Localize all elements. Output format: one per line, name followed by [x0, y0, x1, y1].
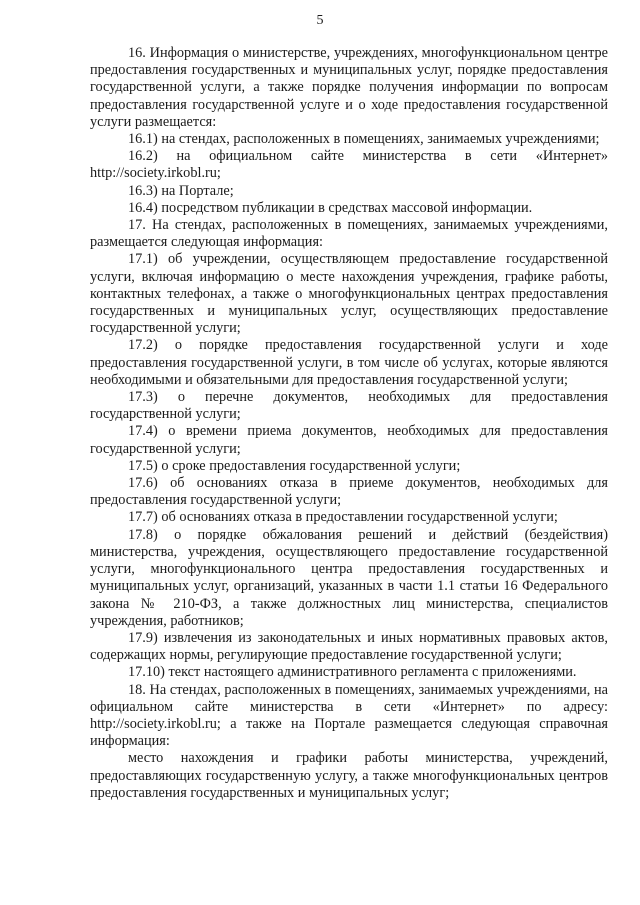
- document-body: [90, 45, 608, 802]
- paragraph-17-6: 17.6) об основаниях отказа в приеме документов, необходимых для предоставления государственной услуги;: [90, 475, 608, 509]
- paragraph-17-1: 17.1) об учреждении, осуществляющем предоставление государственной услуги, включая информацию о месте нахождения учреждения, графике работы, контактных телефонах, а также о многофункциональных центрах предоставления государственных и муниципальных услуг, осуществляющих предоставление государственной услуги;: [90, 251, 608, 337]
- paragraph-17: 17. На стендах, расположенных в помещениях, занимаемых учреждениями, размещается следующая информация:: [90, 217, 608, 251]
- paragraph-17-5: 17.5) о сроке предоставления государственной услуги;: [128, 457, 461, 474]
- page-number: 5: [316, 13, 324, 28]
- paragraph-16-3: 16.3) на Портале;: [128, 182, 234, 199]
- paragraph-17-9: 17.9) извлечения из законодательных и иных нормативных правовых актов, содержащих нормы, регулирующие предоставление государственной услуги;: [90, 629, 608, 664]
- paragraph-17-8: 17.8) о порядке обжалования решений и действий (бездействия) министерства, учреждения, осуществляющего предоставление государственной услуги, многофункционального центра предоставления государственных и муниципальных услуг, организаций, указанных в части 1.1 статьи 16 Федерального закона № 210-ФЗ, а также должностных лиц министерства, специалистов учреждения, работников;: [90, 526, 608, 629]
- paragraph-17-7: 17.7) об основаниях отказа в предоставлении государственной услуги;: [128, 509, 558, 526]
- paragraph-16: 16. Информация о министерстве, учреждениях, многофункциональном центре предоставления государственных и муниципальных услуг, порядке предоставления государственной услуги, а также порядке получения информации по вопросам предоставления государственной услуге и о ходе предоставления государственной услуги размещается:: [90, 45, 608, 130]
- paragraph-18-item-1: место нахождения и графики работы министерства, учреждений, предоставляющих государственную услугу, а также многофункциональных центров предоставления государственных и муниципальных услуг;: [90, 750, 608, 801]
- paragraph-17-3: 17.3) о перечне документов, необходимых для предоставления государственной услуги;: [90, 389, 608, 423]
- paragraph-18: 18. На стендах, расположенных в помещениях, занимаемых учреждениями, на официальном сайте министерства в сети «Интернет» по адресу: http://society.irkobl.ru; а также на Портале размещается следующая справочная информация:: [90, 681, 608, 750]
- paragraph-17-2: 17.2) о порядке предоставления государственной услуги и ходе предоставления государственной услуги, в том числе об услугах, которые являются необходимыми и обязательными для предоставления государственной услуги;: [90, 337, 608, 388]
- paragraph-16-2: 16.2) на официальном сайте министерства в сети «Интернет» http://society.irkobl.ru;: [90, 148, 608, 182]
- paragraph-16-4: 16.4) посредством публикации в средствах массовой информации.: [128, 199, 533, 216]
- paragraph-16-1: 16.1) на стендах, расположенных в помещениях, занимаемых учреждениями;: [128, 131, 600, 148]
- paragraph-17-4: 17.4) о времени приема документов, необходимых для предоставления государственной услуги;: [90, 423, 608, 457]
- paragraph-17-10: 17.10) текст настоящего административного регламента с приложениями.: [128, 664, 577, 681]
